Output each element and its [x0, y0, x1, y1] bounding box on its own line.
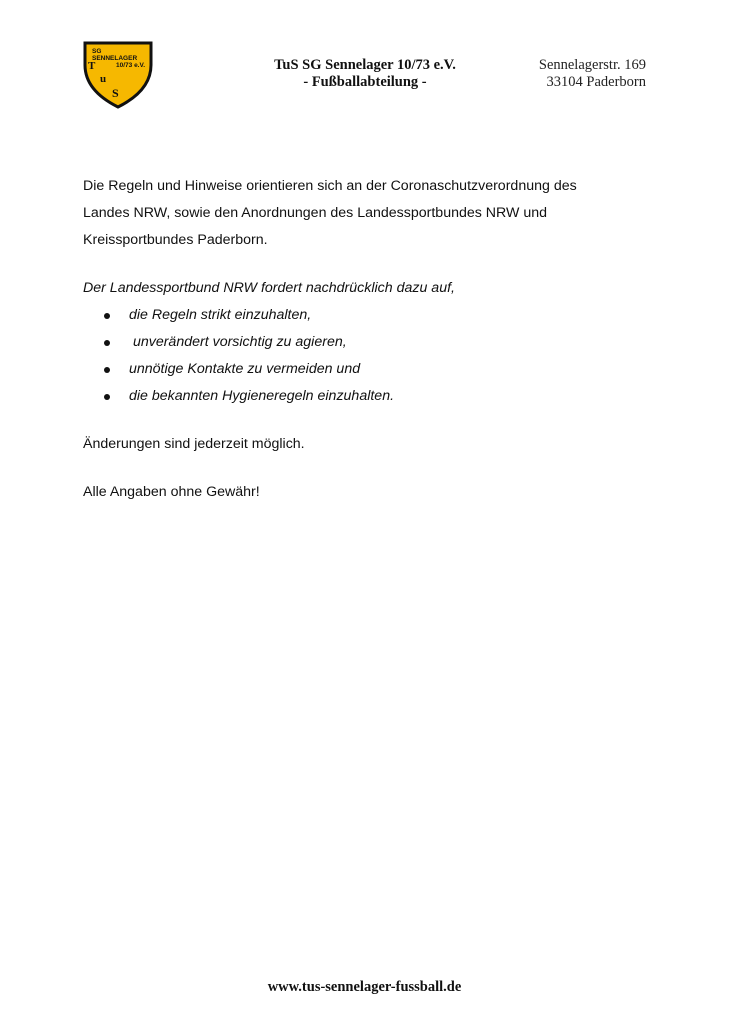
list-item-text: unnötige Kontakte zu vermeiden und — [129, 361, 361, 377]
club-name: TuS SG Sennelager 10/73 e.V. — [274, 57, 456, 73]
list-item — [83, 329, 643, 356]
logo-letter-u: u — [100, 73, 107, 85]
logo-letter-t: T — [88, 60, 96, 72]
list-item — [83, 356, 643, 383]
list-item-text: die bekannten Hygieneregeln einzuhalten. — [129, 388, 395, 404]
intro-line-1: Die Regeln und Hinweise orientieren sich an der Coronaschutzverordnung des — [83, 178, 577, 194]
club-logo — [82, 37, 154, 109]
address-city: 33104 Paderborn — [546, 74, 646, 90]
lead-sentence: Der Landessportbund NRW fordert nachdrücklich dazu auf, — [83, 280, 455, 296]
rules-list — [83, 302, 643, 410]
logo-text-year: 10/73 e.V. — [116, 62, 146, 69]
department-name: - Fußballabteilung - — [303, 74, 427, 90]
logo-text-sg: SG — [92, 48, 102, 55]
bullet-icon — [104, 367, 110, 373]
logo-text-sennelager: SENNELAGER — [92, 55, 138, 62]
list-item — [83, 383, 643, 410]
disclaimer-note: Alle Angaben ohne Gewähr! — [83, 484, 260, 500]
footer-website: www.tus-sennelager-fussball.de — [267, 979, 462, 995]
letterhead-address — [446, 57, 646, 91]
intro-paragraph — [83, 173, 643, 254]
bullet-icon — [104, 394, 110, 400]
address-street: Sennelagerstr. 169 — [538, 57, 646, 73]
bullet-icon — [104, 340, 110, 346]
intro-line-3: Kreissportbundes Paderborn. — [83, 232, 268, 248]
logo-letter-s: S — [112, 86, 119, 100]
bullet-icon — [104, 313, 110, 319]
document-body — [83, 173, 643, 506]
list-item-text: die Regeln strikt einzuhalten, — [129, 307, 312, 323]
changes-note: Änderungen sind jederzeit möglich. — [83, 436, 305, 452]
intro-line-2: Landes NRW, sowie den Anordnungen des Landessportbundes NRW und — [83, 205, 548, 221]
list-item — [83, 302, 643, 329]
list-item-text: unverändert vorsichtig zu agieren, — [129, 334, 347, 350]
